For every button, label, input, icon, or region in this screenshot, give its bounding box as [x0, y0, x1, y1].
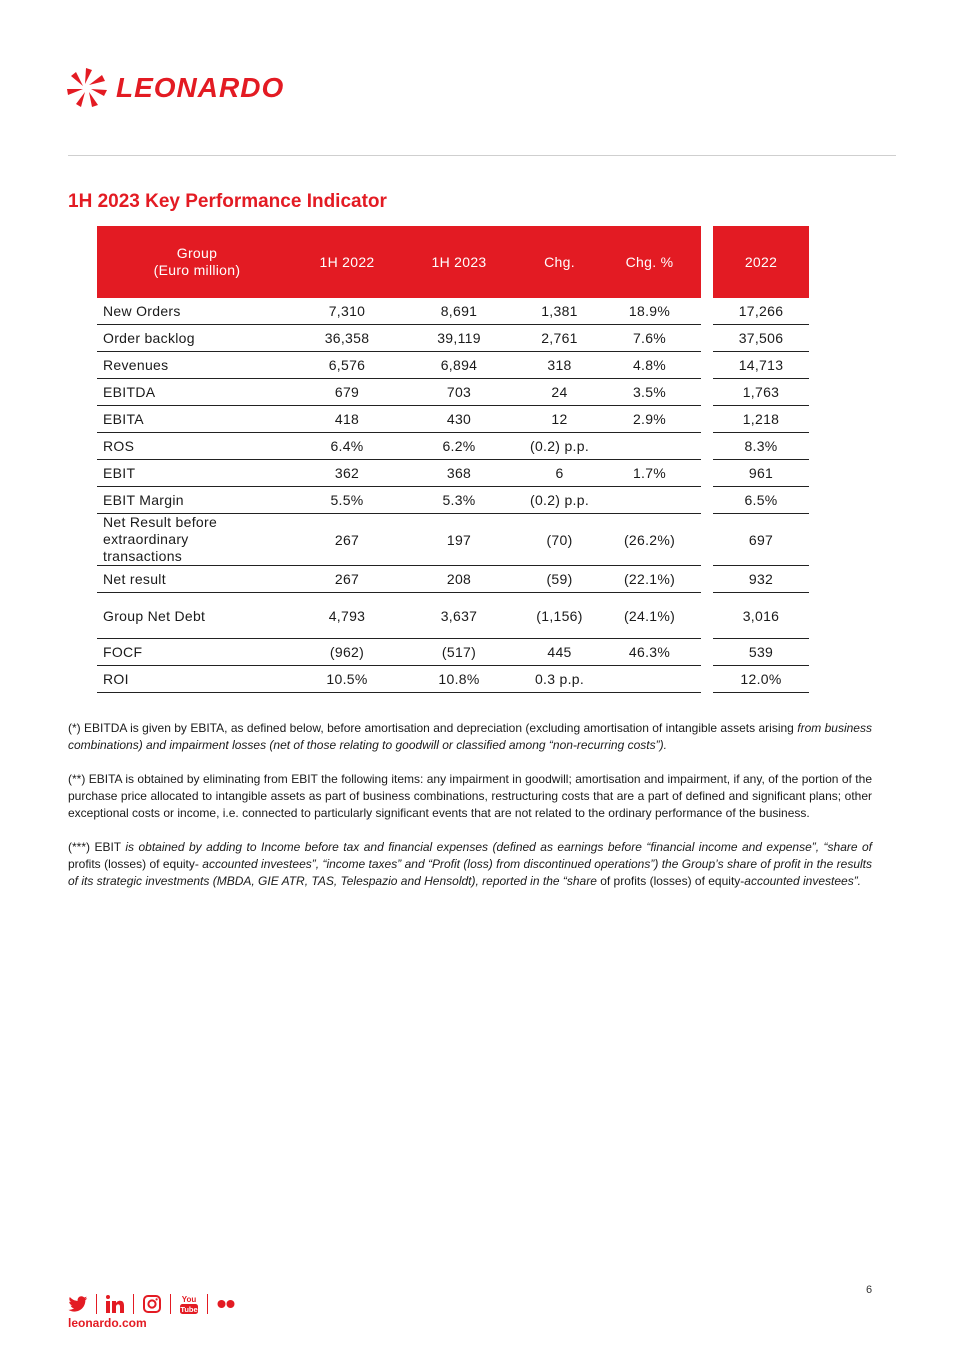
cell-chg-pct [598, 487, 701, 514]
cell-2022: 961 [713, 460, 809, 487]
cell-2022: 697 [713, 514, 809, 566]
cell-1h2023: 3,637 [397, 593, 521, 639]
table-header-row [97, 226, 809, 298]
cell-2022: 12.0% [713, 666, 809, 693]
cell-chg: (70) [521, 514, 598, 566]
leonardo-star-icon [66, 66, 108, 110]
header-1h2022: 1H 2022 [297, 226, 397, 298]
youtube-word-bottom: Tube [180, 1305, 198, 1314]
cell-chg-pct: (24.1%) [598, 593, 701, 639]
table-row [97, 666, 809, 693]
flickr-icon[interactable] [216, 1294, 236, 1314]
cell-1h2022: 267 [297, 514, 397, 566]
cell-2022: 1,218 [713, 406, 809, 433]
table-row [97, 487, 809, 514]
cell-2022: 37,506 [713, 325, 809, 352]
brand-name: LEONARDO [116, 72, 285, 103]
cell-chg-pct: 1.7% [598, 460, 701, 487]
row-label: Revenues [97, 352, 297, 379]
cell-1h2022: 4,793 [297, 593, 397, 639]
row-label: EBIT Margin [97, 487, 297, 514]
cell-1h2023: 703 [397, 379, 521, 406]
cell-1h2022: 267 [297, 566, 397, 593]
cell-1h2023: 368 [397, 460, 521, 487]
social-separator [96, 1294, 97, 1314]
cell-1h2023: 10.8% [397, 666, 521, 693]
cell-1h2022: 7,310 [297, 298, 397, 325]
cell-2022: 3,016 [713, 593, 809, 639]
cell-1h2023: 5.3% [397, 487, 521, 514]
row-label: FOCF [97, 639, 297, 666]
footnote-ebitda: (*) EBITDA is given by EBITA, as defined below, before amortisation and depreciation (excluding amortisation of intangible assets arising from business combinations) and impairment losses (net of those relating to goodwill or classified among “non-recurring costs”). [68, 721, 872, 752]
cell-chg: 0.3 p.p. [521, 666, 598, 693]
cell-2022: 17,266 [713, 298, 809, 325]
cell-gap [701, 379, 713, 406]
row-label: EBITDA [97, 379, 297, 406]
social-separator [170, 1294, 171, 1314]
cell-chg: (0.2) p.p. [521, 433, 598, 460]
cell-chg: 12 [521, 406, 598, 433]
website-link[interactable]: leonardo.com [68, 1316, 147, 1330]
cell-1h2022: 6.4% [297, 433, 397, 460]
table-row [97, 433, 809, 460]
cell-chg: 24 [521, 379, 598, 406]
cell-1h2022: (962) [297, 639, 397, 666]
cell-1h2022: 6,576 [297, 352, 397, 379]
cell-2022: 932 [713, 566, 809, 593]
cell-gap [701, 406, 713, 433]
row-label: EBIT [97, 460, 297, 487]
table-row [97, 593, 809, 639]
cell-1h2023: 208 [397, 566, 521, 593]
cell-gap [701, 666, 713, 693]
cell-1h2022: 5.5% [297, 487, 397, 514]
cell-chg: 6 [521, 460, 598, 487]
cell-chg: (1,156) [521, 593, 598, 639]
cell-1h2023: (517) [397, 639, 521, 666]
cell-gap [701, 593, 713, 639]
cell-2022: 539 [713, 639, 809, 666]
cell-chg-pct: 2.9% [598, 406, 701, 433]
cell-2022: 8.3% [713, 433, 809, 460]
cell-chg-pct: (22.1%) [598, 566, 701, 593]
cell-1h2022: 679 [297, 379, 397, 406]
header-1h2023: 1H 2023 [397, 226, 521, 298]
cell-1h2023: 6,894 [397, 352, 521, 379]
cell-1h2022: 362 [297, 460, 397, 487]
cell-gap [701, 514, 713, 566]
company-logo [66, 66, 284, 110]
page-number: 6 [866, 1284, 873, 1296]
cell-gap [701, 352, 713, 379]
header-divider [68, 155, 896, 156]
row-label: Net Result before extraordinary transactions [97, 514, 297, 566]
cell-1h2023: 430 [397, 406, 521, 433]
cell-1h2022: 418 [297, 406, 397, 433]
table-row [97, 298, 809, 325]
table-row [97, 460, 809, 487]
cell-1h2023: 197 [397, 514, 521, 566]
header-chg-pct: Chg. % [598, 226, 701, 298]
social-links [68, 1294, 236, 1314]
row-label: ROS [97, 433, 297, 460]
cell-chg-pct [598, 433, 701, 460]
row-label: ROI [97, 666, 297, 693]
linkedin-icon[interactable] [105, 1294, 125, 1314]
youtube-word-top: You [181, 1295, 197, 1304]
row-label: Group Net Debt [97, 593, 297, 639]
cell-chg-pct [598, 666, 701, 693]
youtube-icon[interactable] [179, 1294, 199, 1314]
cell-chg-pct: 4.8% [598, 352, 701, 379]
cell-2022: 6.5% [713, 487, 809, 514]
header-chg: Chg. [521, 226, 598, 298]
cell-gap [701, 325, 713, 352]
footnote-ebit: (***) EBIT is obtained by adding to Income before tax and financial expenses (defined as earnings before “financial income and expense”, “share of profits (losses) of equity- accounted investees”, “income taxes” and “Profit (loss) from discontinued operations”) the Group’s share of profit in the results of its strategic investments (MBDA, GIE ATR, TAS, Telespazio and Hensoldt), reported in the “share of profits (losses) of equity-accounted investees”. [68, 840, 873, 888]
social-separator [133, 1294, 134, 1314]
row-label: New Orders [97, 298, 297, 325]
footnotes [68, 720, 872, 907]
header-2022: 2022 [713, 226, 809, 298]
header-gap [701, 226, 713, 298]
instagram-icon[interactable] [142, 1294, 162, 1314]
cell-chg-pct: 18.9% [598, 298, 701, 325]
table-row [97, 406, 809, 433]
row-label: Order backlog [97, 325, 297, 352]
cell-gap [701, 460, 713, 487]
footnote-ebita: (**) EBITA is obtained by eliminating from EBIT the following items: any impairment in goodwill; amortisation and impairment, if any, of the portion of the purchase price allocated to intangible assets as part of business combinations, restructuring costs that are a part of defined and significant plans; other exceptional costs or income, i.e. connected to particularly significant events that are not related to the ordinary performance of the business. [68, 772, 872, 820]
table-row [97, 325, 809, 352]
cell-chg: 1,381 [521, 298, 598, 325]
cell-chg: 445 [521, 639, 598, 666]
cell-gap [701, 566, 713, 593]
cell-chg: 2,761 [521, 325, 598, 352]
cell-1h2023: 6.2% [397, 433, 521, 460]
cell-1h2022: 10.5% [297, 666, 397, 693]
kpi-table [97, 226, 809, 693]
cell-2022: 14,713 [713, 352, 809, 379]
cell-1h2023: 39,119 [397, 325, 521, 352]
cell-gap [701, 639, 713, 666]
table-row [97, 639, 809, 666]
cell-gap [701, 298, 713, 325]
table-row [97, 379, 809, 406]
table-row [97, 352, 809, 379]
cell-1h2023: 8,691 [397, 298, 521, 325]
header-group: Group (Euro million) [97, 226, 297, 298]
table-row [97, 566, 809, 593]
cell-gap [701, 433, 713, 460]
page-title: 1H 2023 Key Performance Indicator [68, 191, 387, 212]
cell-chg: 318 [521, 352, 598, 379]
cell-2022: 1,763 [713, 379, 809, 406]
social-separator [207, 1294, 208, 1314]
cell-chg: (0.2) p.p. [521, 487, 598, 514]
cell-chg: (59) [521, 566, 598, 593]
cell-chg-pct: (26.2%) [598, 514, 701, 566]
cell-chg-pct: 7.6% [598, 325, 701, 352]
row-label: EBITA [97, 406, 297, 433]
twitter-icon[interactable] [68, 1294, 88, 1314]
cell-chg-pct: 46.3% [598, 639, 701, 666]
cell-gap [701, 487, 713, 514]
table-row [97, 514, 809, 566]
cell-chg-pct: 3.5% [598, 379, 701, 406]
cell-1h2022: 36,358 [297, 325, 397, 352]
row-label: Net result [97, 566, 297, 593]
